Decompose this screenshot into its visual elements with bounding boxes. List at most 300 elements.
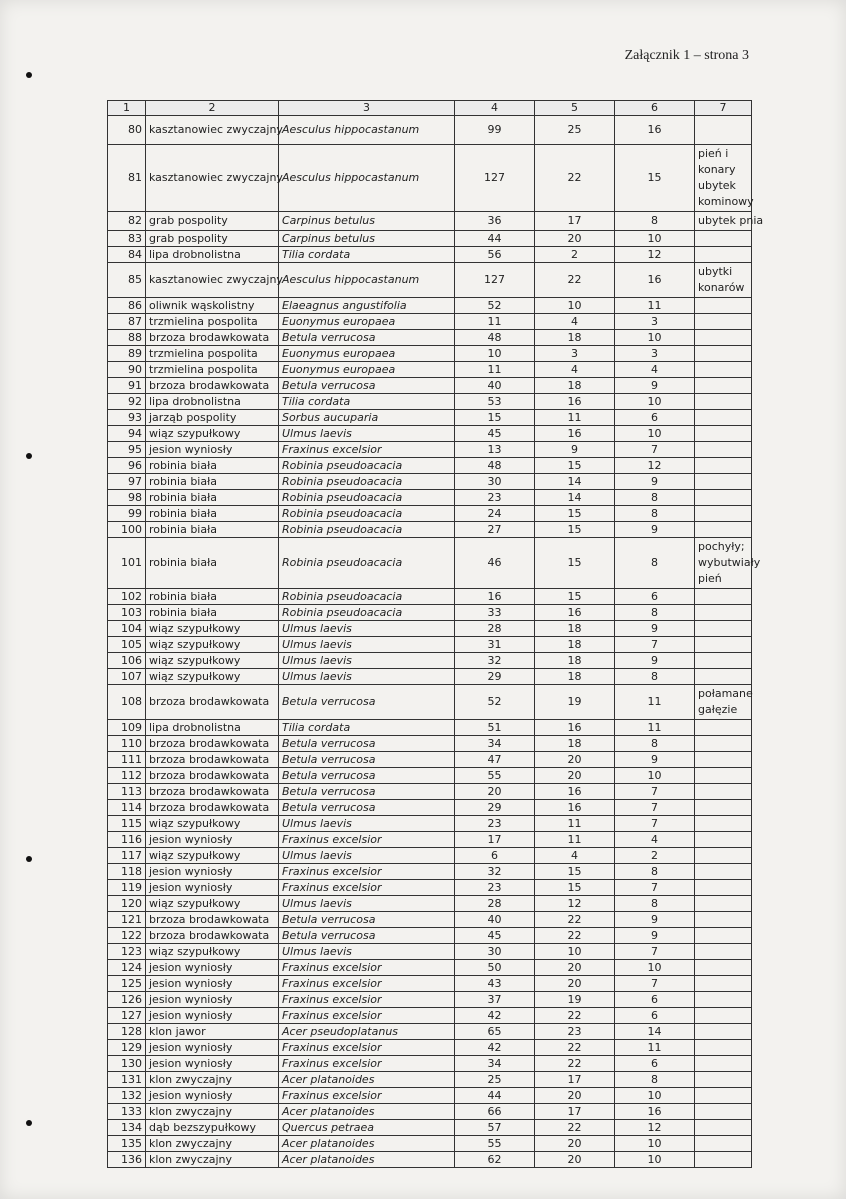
note-cell <box>695 816 752 832</box>
column-5-value-cell: 18 <box>535 621 615 637</box>
column-4-value-cell: 27 <box>455 522 535 538</box>
column-4-value-cell: 28 <box>455 896 535 912</box>
common-name-cell: wiąz szypułkowy <box>146 621 279 637</box>
column-5-value-cell: 18 <box>535 637 615 653</box>
latin-name-cell: Euonymus europaea <box>279 314 455 330</box>
tree-inventory-table <box>107 100 764 1168</box>
latin-name-cell: Betula verrucosa <box>279 685 455 720</box>
common-name-cell: trzmielina pospolita <box>146 346 279 362</box>
note-cell <box>695 720 752 736</box>
latin-name-cell: Betula verrucosa <box>279 912 455 928</box>
column-5-value-cell: 14 <box>535 474 615 490</box>
column-header: 5 <box>535 101 615 116</box>
column-4-value-cell: 31 <box>455 637 535 653</box>
tree-number-cell: 84 <box>108 247 146 263</box>
tree-number-cell: 88 <box>108 330 146 346</box>
tree-number-cell: 130 <box>108 1056 146 1072</box>
note-cell <box>695 784 752 800</box>
latin-name-cell: Acer platanoides <box>279 1072 455 1088</box>
column-4-value-cell: 127 <box>455 145 535 212</box>
column-4-value-cell: 28 <box>455 621 535 637</box>
column-4-value-cell: 47 <box>455 752 535 768</box>
latin-name-cell: Ulmus laevis <box>279 669 455 685</box>
column-6-value-cell: 10 <box>615 960 695 976</box>
table-row <box>108 263 752 298</box>
table-row <box>108 605 752 621</box>
column-6-value-cell: 10 <box>615 1152 695 1168</box>
column-5-value-cell: 23 <box>535 1024 615 1040</box>
tree-number-cell: 136 <box>108 1152 146 1168</box>
column-5-value-cell: 15 <box>535 506 615 522</box>
latin-name-cell: Aesculus hippocastanum <box>279 263 455 298</box>
latin-name-cell: Aesculus hippocastanum <box>279 116 455 145</box>
column-5-value-cell: 12 <box>535 896 615 912</box>
note-cell <box>695 394 752 410</box>
tree-number-cell: 95 <box>108 442 146 458</box>
column-4-value-cell: 53 <box>455 394 535 410</box>
column-5-value-cell: 14 <box>535 490 615 506</box>
column-5-value-cell: 10 <box>535 944 615 960</box>
latin-name-cell: Ulmus laevis <box>279 621 455 637</box>
latin-name-cell: Robinia pseudoacacia <box>279 522 455 538</box>
table-row <box>108 832 752 848</box>
table-row <box>108 231 752 247</box>
column-6-value-cell: 9 <box>615 522 695 538</box>
common-name-cell: robinia biała <box>146 458 279 474</box>
tree-number-cell: 126 <box>108 992 146 1008</box>
column-5-value-cell: 15 <box>535 589 615 605</box>
common-name-cell: trzmielina pospolita <box>146 314 279 330</box>
column-5-value-cell: 22 <box>535 928 615 944</box>
column-6-value-cell: 4 <box>615 362 695 378</box>
column-5-value-cell: 4 <box>535 848 615 864</box>
common-name-cell: jesion wyniosły <box>146 1008 279 1024</box>
tree-number-cell: 110 <box>108 736 146 752</box>
table-row <box>108 1088 752 1104</box>
note-cell <box>695 1072 752 1088</box>
column-4-value-cell: 42 <box>455 1040 535 1056</box>
latin-name-cell: Carpinus betulus <box>279 231 455 247</box>
note-cell <box>695 474 752 490</box>
tree-number-cell: 119 <box>108 880 146 896</box>
column-4-value-cell: 34 <box>455 1056 535 1072</box>
latin-name-cell: Ulmus laevis <box>279 848 455 864</box>
tree-number-cell: 100 <box>108 522 146 538</box>
column-5-value-cell: 16 <box>535 720 615 736</box>
column-4-value-cell: 56 <box>455 247 535 263</box>
note-cell <box>695 1152 752 1168</box>
note-cell <box>695 458 752 474</box>
note-cell <box>695 1056 752 1072</box>
tree-number-cell: 103 <box>108 605 146 621</box>
table-row <box>108 736 752 752</box>
column-5-value-cell: 19 <box>535 685 615 720</box>
column-5-value-cell: 18 <box>535 736 615 752</box>
column-6-value-cell: 8 <box>615 669 695 685</box>
column-4-value-cell: 25 <box>455 1072 535 1088</box>
latin-name-cell: Acer platanoides <box>279 1136 455 1152</box>
column-6-value-cell: 14 <box>615 1024 695 1040</box>
common-name-cell: jesion wyniosły <box>146 832 279 848</box>
column-6-value-cell: 9 <box>615 474 695 490</box>
common-name-cell: brzoza brodawkowata <box>146 685 279 720</box>
latin-name-cell: Quercus petraea <box>279 1120 455 1136</box>
latin-name-cell: Betula verrucosa <box>279 752 455 768</box>
table-row <box>108 145 752 212</box>
column-4-value-cell: 6 <box>455 848 535 864</box>
tree-number-cell: 98 <box>108 490 146 506</box>
column-4-value-cell: 40 <box>455 378 535 394</box>
column-4-value-cell: 33 <box>455 605 535 621</box>
table-row <box>108 589 752 605</box>
column-6-value-cell: 6 <box>615 1008 695 1024</box>
tree-number-cell: 97 <box>108 474 146 490</box>
column-4-value-cell: 48 <box>455 330 535 346</box>
common-name-cell: klon zwyczajny <box>146 1152 279 1168</box>
table-header-row <box>108 101 752 116</box>
column-5-value-cell: 22 <box>535 1056 615 1072</box>
common-name-cell: grab pospolity <box>146 212 279 231</box>
tree-number-cell: 113 <box>108 784 146 800</box>
column-4-value-cell: 36 <box>455 212 535 231</box>
column-4-value-cell: 55 <box>455 1136 535 1152</box>
table-row <box>108 1120 752 1136</box>
note-cell <box>695 1088 752 1104</box>
tree-number-cell: 118 <box>108 864 146 880</box>
common-name-cell: brzoza brodawkowata <box>146 752 279 768</box>
column-6-value-cell: 8 <box>615 1072 695 1088</box>
column-4-value-cell: 40 <box>455 912 535 928</box>
tree-number-cell: 90 <box>108 362 146 378</box>
note-cell <box>695 330 752 346</box>
column-6-value-cell: 15 <box>615 145 695 212</box>
column-4-value-cell: 30 <box>455 474 535 490</box>
note-cell <box>695 848 752 864</box>
note-cell <box>695 896 752 912</box>
common-name-cell: robinia biała <box>146 490 279 506</box>
column-5-value-cell: 22 <box>535 1040 615 1056</box>
table-row <box>108 848 752 864</box>
column-4-value-cell: 44 <box>455 231 535 247</box>
column-4-value-cell: 11 <box>455 362 535 378</box>
column-4-value-cell: 37 <box>455 992 535 1008</box>
latin-name-cell: Robinia pseudoacacia <box>279 506 455 522</box>
tree-number-cell: 86 <box>108 298 146 314</box>
column-5-value-cell: 20 <box>535 1152 615 1168</box>
latin-name-cell: Tilia cordata <box>279 247 455 263</box>
common-name-cell: jesion wyniosły <box>146 1056 279 1072</box>
latin-name-cell: Betula verrucosa <box>279 768 455 784</box>
note-cell <box>695 880 752 896</box>
column-5-value-cell: 4 <box>535 314 615 330</box>
latin-name-cell: Robinia pseudoacacia <box>279 458 455 474</box>
tree-number-cell: 87 <box>108 314 146 330</box>
column-4-value-cell: 42 <box>455 1008 535 1024</box>
latin-name-cell: Betula verrucosa <box>279 378 455 394</box>
column-4-value-cell: 10 <box>455 346 535 362</box>
note-cell <box>695 653 752 669</box>
note-cell <box>695 589 752 605</box>
latin-name-cell: Robinia pseudoacacia <box>279 474 455 490</box>
column-6-value-cell: 16 <box>615 263 695 298</box>
column-6-value-cell: 8 <box>615 506 695 522</box>
table-row <box>108 1040 752 1056</box>
latin-name-cell: Fraxinus excelsior <box>279 1008 455 1024</box>
column-4-value-cell: 17 <box>455 832 535 848</box>
note-cell <box>695 752 752 768</box>
column-4-value-cell: 13 <box>455 442 535 458</box>
common-name-cell: brzoza brodawkowata <box>146 330 279 346</box>
common-name-cell: robinia biała <box>146 474 279 490</box>
column-5-value-cell: 22 <box>535 1120 615 1136</box>
latin-name-cell: Aesculus hippocastanum <box>279 145 455 212</box>
note-cell <box>695 768 752 784</box>
column-4-value-cell: 15 <box>455 410 535 426</box>
latin-name-cell: Betula verrucosa <box>279 330 455 346</box>
page-title: Załącznik 1 – strona 3 <box>624 48 749 63</box>
latin-name-cell: Robinia pseudoacacia <box>279 538 455 589</box>
latin-name-cell: Ulmus laevis <box>279 944 455 960</box>
note-cell <box>695 800 752 816</box>
common-name-cell: robinia biała <box>146 506 279 522</box>
column-6-value-cell: 10 <box>615 1088 695 1104</box>
common-name-cell: robinia biała <box>146 605 279 621</box>
punch-hole-dot <box>26 856 32 862</box>
latin-name-cell: Euonymus europaea <box>279 362 455 378</box>
note-cell <box>695 944 752 960</box>
common-name-cell: klon zwyczajny <box>146 1104 279 1120</box>
latin-name-cell: Fraxinus excelsior <box>279 960 455 976</box>
latin-name-cell: Acer platanoides <box>279 1152 455 1168</box>
note-cell <box>695 976 752 992</box>
column-5-value-cell: 20 <box>535 231 615 247</box>
column-4-value-cell: 23 <box>455 880 535 896</box>
column-6-value-cell: 10 <box>615 231 695 247</box>
table-row <box>108 992 752 1008</box>
tree-number-cell: 94 <box>108 426 146 442</box>
column-4-value-cell: 34 <box>455 736 535 752</box>
column-5-value-cell: 20 <box>535 752 615 768</box>
tree-number-cell: 128 <box>108 1024 146 1040</box>
table-row <box>108 720 752 736</box>
note-cell <box>695 605 752 621</box>
note-cell <box>695 490 752 506</box>
common-name-cell: brzoza brodawkowata <box>146 928 279 944</box>
table-row <box>108 426 752 442</box>
note-cell <box>695 621 752 637</box>
column-5-value-cell: 16 <box>535 784 615 800</box>
column-5-value-cell: 20 <box>535 976 615 992</box>
table-row <box>108 976 752 992</box>
tree-number-cell: 99 <box>108 506 146 522</box>
column-4-value-cell: 43 <box>455 976 535 992</box>
tree-number-cell: 125 <box>108 976 146 992</box>
latin-name-cell: Robinia pseudoacacia <box>279 589 455 605</box>
latin-name-cell: Ulmus laevis <box>279 637 455 653</box>
note-cell <box>695 1104 752 1120</box>
table-row <box>108 653 752 669</box>
common-name-cell: lipa drobnolistna <box>146 247 279 263</box>
latin-name-cell: Fraxinus excelsior <box>279 442 455 458</box>
tree-number-cell: 131 <box>108 1072 146 1088</box>
tree-number-cell: 91 <box>108 378 146 394</box>
tree-number-cell: 107 <box>108 669 146 685</box>
column-6-value-cell: 7 <box>615 637 695 653</box>
table-row <box>108 800 752 816</box>
column-6-value-cell: 11 <box>615 298 695 314</box>
table-row <box>108 346 752 362</box>
column-6-value-cell: 16 <box>615 116 695 145</box>
column-6-value-cell: 7 <box>615 800 695 816</box>
latin-name-cell: Betula verrucosa <box>279 928 455 944</box>
column-5-value-cell: 22 <box>535 1008 615 1024</box>
tree-number-cell: 92 <box>108 394 146 410</box>
tree-number-cell: 127 <box>108 1008 146 1024</box>
column-4-value-cell: 55 <box>455 768 535 784</box>
tree-number-cell: 115 <box>108 816 146 832</box>
latin-name-cell: Tilia cordata <box>279 394 455 410</box>
latin-name-cell: Carpinus betulus <box>279 212 455 231</box>
column-5-value-cell: 22 <box>535 263 615 298</box>
note-cell: pień i konary ubytek kominowy <box>695 145 752 212</box>
table-row <box>108 490 752 506</box>
common-name-cell: jesion wyniosły <box>146 864 279 880</box>
tree-number-cell: 83 <box>108 231 146 247</box>
note-cell <box>695 362 752 378</box>
note-cell <box>695 864 752 880</box>
note-cell <box>695 426 752 442</box>
column-5-value-cell: 20 <box>535 768 615 784</box>
note-cell <box>695 832 752 848</box>
common-name-cell: kasztanowiec zwyczajny <box>146 116 279 145</box>
table-row <box>108 816 752 832</box>
column-5-value-cell: 18 <box>535 669 615 685</box>
tree-number-cell: 132 <box>108 1088 146 1104</box>
column-4-value-cell: 20 <box>455 784 535 800</box>
table-row <box>108 378 752 394</box>
tree-number-cell: 101 <box>108 538 146 589</box>
tree-number-cell: 105 <box>108 637 146 653</box>
table-row <box>108 1024 752 1040</box>
latin-name-cell: Fraxinus excelsior <box>279 1056 455 1072</box>
column-6-value-cell: 4 <box>615 832 695 848</box>
column-6-value-cell: 9 <box>615 912 695 928</box>
column-5-value-cell: 19 <box>535 992 615 1008</box>
common-name-cell: wiąz szypułkowy <box>146 426 279 442</box>
common-name-cell: jarząb pospolity <box>146 410 279 426</box>
column-6-value-cell: 3 <box>615 346 695 362</box>
common-name-cell: jesion wyniosły <box>146 960 279 976</box>
common-name-cell: brzoza brodawkowata <box>146 800 279 816</box>
table-row <box>108 442 752 458</box>
common-name-cell: jesion wyniosły <box>146 880 279 896</box>
column-header: 2 <box>146 101 279 116</box>
table-row <box>108 896 752 912</box>
column-5-value-cell: 16 <box>535 394 615 410</box>
column-4-value-cell: 29 <box>455 669 535 685</box>
column-6-value-cell: 7 <box>615 442 695 458</box>
tree-number-cell: 93 <box>108 410 146 426</box>
note-cell <box>695 1120 752 1136</box>
column-4-value-cell: 65 <box>455 1024 535 1040</box>
column-6-value-cell: 10 <box>615 426 695 442</box>
tree-number-cell: 116 <box>108 832 146 848</box>
column-5-value-cell: 3 <box>535 346 615 362</box>
common-name-cell: klon jawor <box>146 1024 279 1040</box>
column-6-value-cell: 7 <box>615 816 695 832</box>
table-row <box>108 637 752 653</box>
note-cell: ubytki konarów <box>695 263 752 298</box>
column-5-value-cell: 15 <box>535 864 615 880</box>
column-4-value-cell: 50 <box>455 960 535 976</box>
column-4-value-cell: 29 <box>455 800 535 816</box>
latin-name-cell: Fraxinus excelsior <box>279 832 455 848</box>
column-header: 6 <box>615 101 695 116</box>
note-cell <box>695 928 752 944</box>
table-row <box>108 538 752 589</box>
common-name-cell: robinia biała <box>146 522 279 538</box>
common-name-cell: wiąz szypułkowy <box>146 637 279 653</box>
note-cell <box>695 1008 752 1024</box>
column-5-value-cell: 15 <box>535 880 615 896</box>
note-cell: pochyły; wybutwiały pień <box>695 538 752 589</box>
column-4-value-cell: 45 <box>455 426 535 442</box>
column-6-value-cell: 9 <box>615 928 695 944</box>
note-cell <box>695 1136 752 1152</box>
column-4-value-cell: 11 <box>455 314 535 330</box>
latin-name-cell: Ulmus laevis <box>279 426 455 442</box>
latin-name-cell: Fraxinus excelsior <box>279 992 455 1008</box>
latin-name-cell: Ulmus laevis <box>279 896 455 912</box>
note-cell <box>695 506 752 522</box>
common-name-cell: wiąz szypułkowy <box>146 653 279 669</box>
common-name-cell: lipa drobnolistna <box>146 394 279 410</box>
punch-hole-dot <box>26 453 32 459</box>
table-row <box>108 864 752 880</box>
column-6-value-cell: 9 <box>615 752 695 768</box>
column-5-value-cell: 9 <box>535 442 615 458</box>
column-4-value-cell: 30 <box>455 944 535 960</box>
column-6-value-cell: 7 <box>615 976 695 992</box>
common-name-cell: jesion wyniosły <box>146 976 279 992</box>
column-5-value-cell: 18 <box>535 330 615 346</box>
common-name-cell: brzoza brodawkowata <box>146 768 279 784</box>
latin-name-cell: Fraxinus excelsior <box>279 1040 455 1056</box>
column-5-value-cell: 16 <box>535 426 615 442</box>
latin-name-cell: Ulmus laevis <box>279 653 455 669</box>
latin-name-cell: Tilia cordata <box>279 720 455 736</box>
note-cell <box>695 298 752 314</box>
table-row <box>108 768 752 784</box>
column-5-value-cell: 11 <box>535 410 615 426</box>
column-4-value-cell: 52 <box>455 685 535 720</box>
punch-hole-dot <box>26 72 32 78</box>
column-4-value-cell: 57 <box>455 1120 535 1136</box>
tree-number-cell: 124 <box>108 960 146 976</box>
table-row <box>108 1104 752 1120</box>
column-6-value-cell: 10 <box>615 330 695 346</box>
table-row <box>108 330 752 346</box>
tree-number-cell: 123 <box>108 944 146 960</box>
column-6-value-cell: 7 <box>615 784 695 800</box>
common-name-cell: grab pospolity <box>146 231 279 247</box>
common-name-cell: jesion wyniosły <box>146 1040 279 1056</box>
note-cell: połamane gałęzie <box>695 685 752 720</box>
latin-name-cell: Acer pseudoplatanus <box>279 1024 455 1040</box>
tree-number-cell: 121 <box>108 912 146 928</box>
punch-hole-dot <box>26 1120 32 1126</box>
column-6-value-cell: 12 <box>615 247 695 263</box>
